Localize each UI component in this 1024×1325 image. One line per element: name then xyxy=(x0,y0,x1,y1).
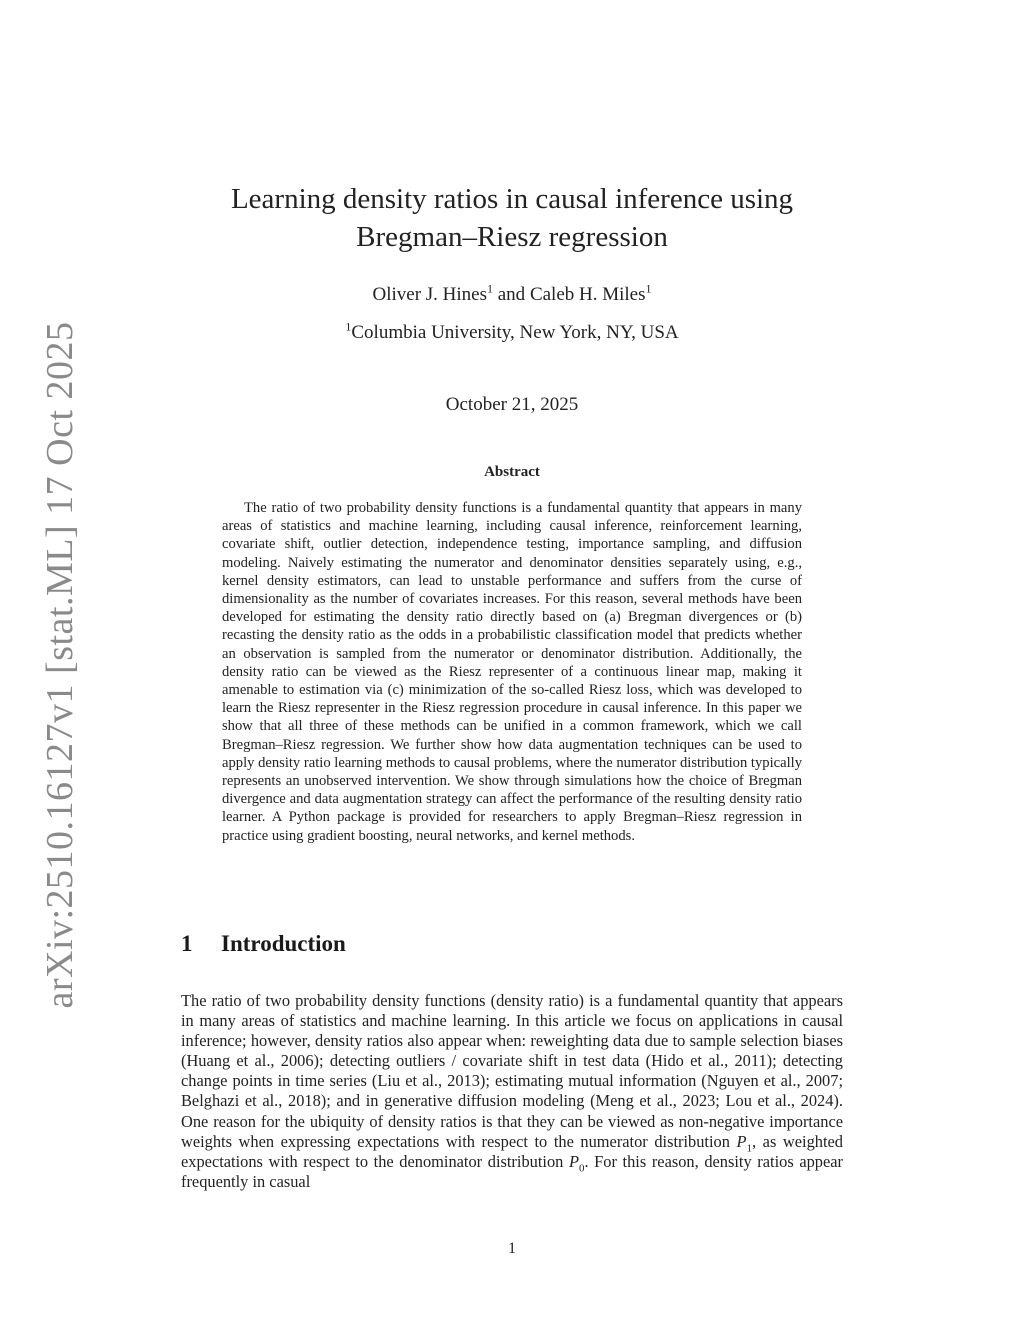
author-conjunction: and xyxy=(493,284,530,305)
intro-text: The ratio of two probability density functions (density ratio) is a fundamental quantity that appears in many areas of statistics and machine learning. In this article we focus on applications in causal inference; however, density ratios also appear when: reweighting data due to sample selection biases (Huang et al., 2006); detecting outliers / covariate shift in test data (Hido et al., 2011); detecting change points in time series (Liu et al., 2013); estimating mutual information (Nguyen et al., 2007; Belghazi et al., 2018); and in generative diffusion modeling (Meng et al., 2023; Lou et al., 2024). One reason for the ubiquity of density ratios is that they can be viewed as non-negative importance weights when expressing expectations with respect to the numerator distribution xyxy=(181,991,843,1151)
section-number: 1 xyxy=(181,931,193,956)
section-title: Introduction xyxy=(221,931,346,956)
introduction-paragraph xyxy=(181,991,843,1192)
paper-title xyxy=(150,180,874,256)
author-name: Oliver J. Hines xyxy=(372,284,487,305)
arxiv-identifier-stamp: arXiv:2510.16127v1 [stat.ML] 17 Oct 2025 xyxy=(39,321,81,1009)
author-list xyxy=(150,281,874,306)
page-number: 1 xyxy=(508,1240,516,1257)
math-symbol-p0: $P_0$ xyxy=(568,1151,585,1175)
intro-text: , as weighted expectations with respect to the denominator distribution xyxy=(181,1131,843,1171)
affiliation-text: Columbia University, New York, NY, USA xyxy=(351,322,679,343)
affiliation-mark: 1 xyxy=(345,319,352,334)
intro-text: . For this reason, density ratios appear frequently in casual xyxy=(181,1151,843,1191)
author-name: Caleb H. Miles xyxy=(529,284,646,305)
affiliation-mark: 1 xyxy=(645,281,652,296)
paper-title-line-1: Learning density ratios in causal inference using xyxy=(230,183,794,215)
affiliation-mark: 1 xyxy=(487,281,493,296)
affiliation xyxy=(150,319,874,344)
section-heading xyxy=(181,931,346,957)
math-symbol-p1: $P_1$ xyxy=(736,1131,753,1154)
publication-date: October 21, 2025 xyxy=(445,394,579,415)
abstract-heading: Abstract xyxy=(484,464,540,480)
paper-title-line-2: Bregman–Riesz regression xyxy=(356,221,668,253)
abstract-body: The ratio of two probability density functions is a fundamental quantity that appears in many areas of statistics and machine learning, including causal inference, reinforcement learning, covariate shift, outlier detection, independence testing, importance sampling, and diffusion modeling. Naively estimating the numerator and denominator densities separately using, e.g., kernel density estimators, can lead to unstable performance and suffers from the curse of dimensionality as the number of covariates increases. For this reason, several methods have been developed for estimating the density ratio directly based on (a) Bregman divergences or (b) recasting the density ratio as the odds in a probabilistic classification model that predicts whether an observation is sampled from the numerator or denominator distribution. Additionally, the density ratio can be viewed as the Riesz representer of a continuous linear map, making it amenable to estimation via (c) minimization of the so-called Riesz loss, which was developed to learn the Riesz representer in the Riesz regression procedure in causal inference. In this paper we show that all three of these methods can be unified in a common framework, which we call Bregman–Riesz regression. We further show how data augmentation techniques can be used to apply density ratio learning methods to causal problems, where the numerator distribution typically represents an unobserved intervention. We show through simulations how the choice of Bregman divergence and data augmentation strategy can affect the performance of the resulting density ratio learner. A Python package is provided for researchers to apply Bregman–Riesz regression in practice using gradient boosting, neural networks, and kernel methods. xyxy=(222,500,802,844)
